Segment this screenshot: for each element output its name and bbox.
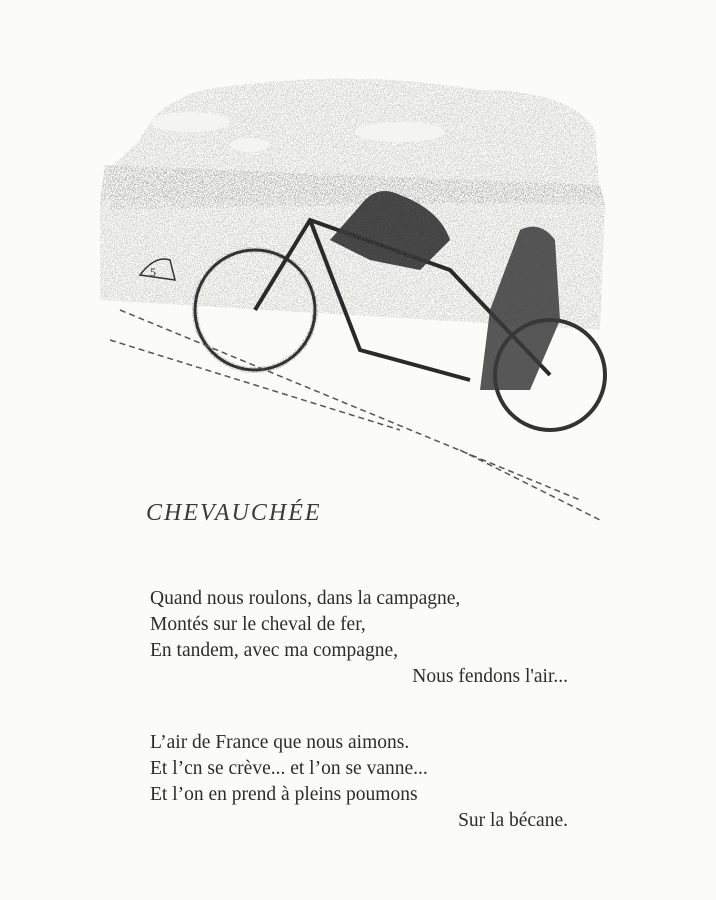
poem-title: CHEVAUCHÉE bbox=[146, 500, 322, 526]
milestone-label: 5 bbox=[150, 265, 156, 279]
stanza-1 bbox=[150, 586, 580, 690]
poem-line-refrain: Nous fendons l'air... bbox=[412, 666, 568, 687]
poem-line: Montés sur le cheval de fer, bbox=[150, 614, 366, 635]
poem-line: En tandem, avec ma compagne, bbox=[150, 640, 398, 661]
poem-line: Et l’cn se crève... et l’on se vanne... bbox=[150, 758, 428, 779]
poem-line: Et l’on en prend à pleins poumons bbox=[150, 784, 418, 805]
stanza-2 bbox=[150, 730, 580, 834]
tandem-bicycle-illustration bbox=[100, 70, 620, 530]
poem-line-refrain: Sur la bécane. bbox=[458, 810, 568, 831]
poem-line: Quand nous roulons, dans la campagne, bbox=[150, 588, 461, 609]
poem-line: L’air de France que nous aimons. bbox=[150, 732, 410, 753]
